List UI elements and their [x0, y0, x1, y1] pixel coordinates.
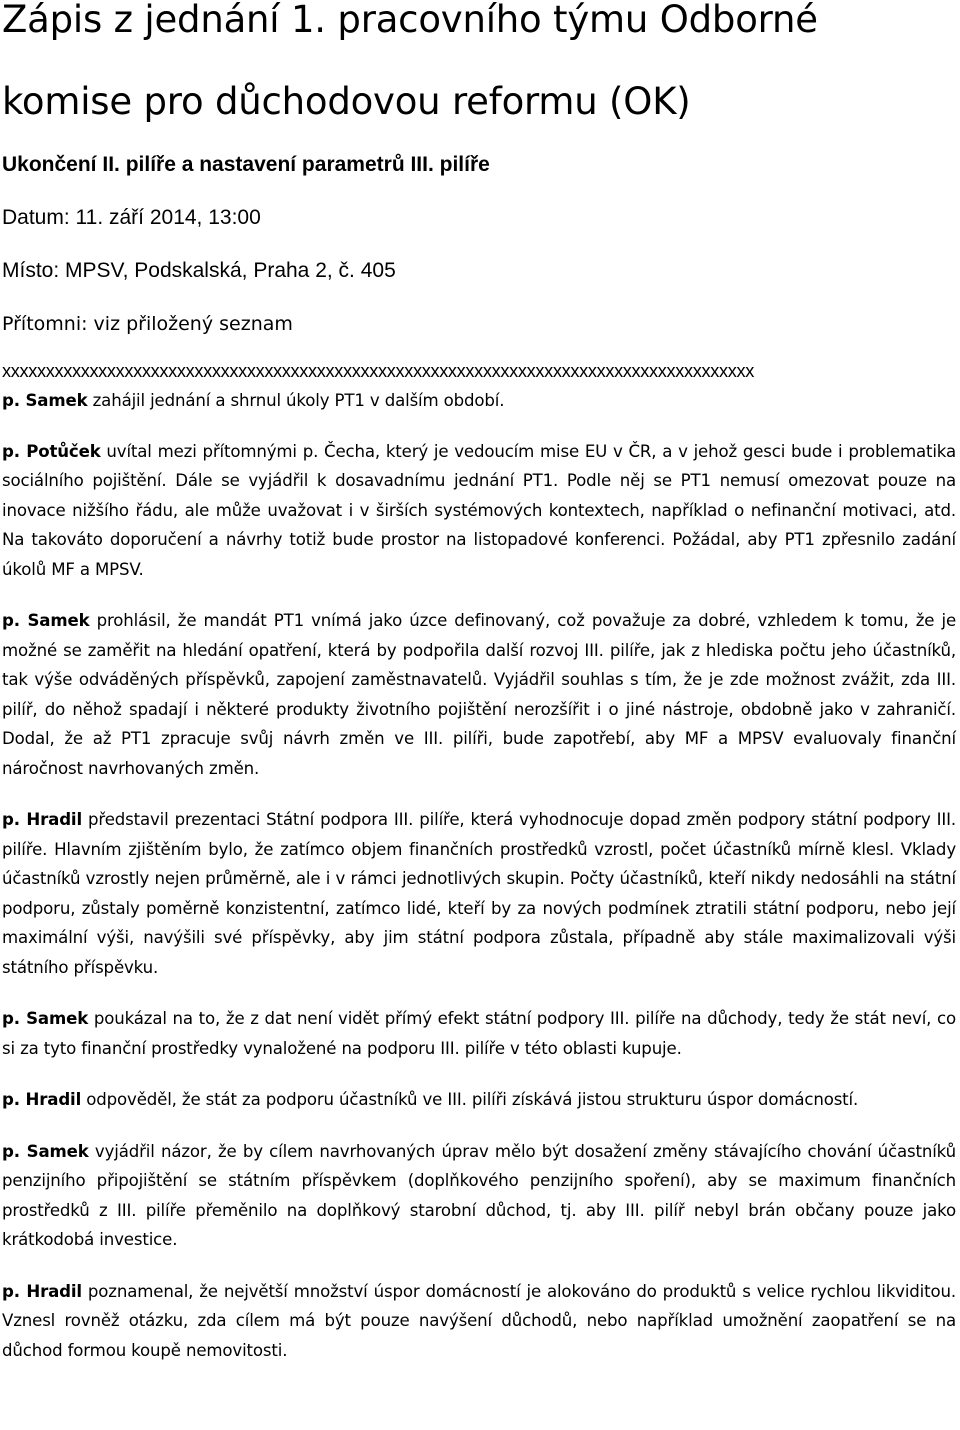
paragraph-2 [2, 437, 956, 585]
speaker-name: p. Hradil [2, 1090, 82, 1109]
paragraph-7 [2, 1137, 956, 1255]
paragraph-5 [2, 1004, 956, 1063]
meeting-place: Místo: MPSV, Podskalská, Praha 2, č. 405 [2, 259, 396, 282]
speaker-name: p. Potůček [2, 441, 101, 461]
paragraph-text: odpověděl, že stát za podporu účastníků ve III. pilíři získává jistou strukturu úspor domácností. [81, 1090, 859, 1109]
paragraph-text: poukázal na to, že z dat není vidět přímý efekt státní podpory III. pilíře na důchody, tedy že stát neví, co si za tyto finanční prostředky vynaložené na podporu III. pilíře v této oblasti kupuje. [2, 1009, 956, 1058]
paragraph-6 [2, 1085, 956, 1115]
separator-line: xxxxxxxxxxxxxxxxxxxxxxxxxxxxxxxxxxxxxxxxxxxxxxxxxxxxxxxxxxxxxxxxxxxxxxxxxxxxxxxxxxxxxx [2, 361, 754, 381]
document-title [2, 0, 956, 122]
paragraph-text: zahájil jednání a shrnul úkoly PT1 v dalším období. [87, 391, 505, 410]
speaker-name: p. Samek [2, 391, 88, 410]
paragraph-text: poznamenal, že největší množství úspor domácností je alokováno do produktů s velice rychlou likviditou. Vznesl rovněž otázku, zda cílem má být pouze navýšení důchodů, nebo například umožnění zaopatření se na důchod formou koupě nemovitosti. [2, 1281, 956, 1360]
paragraph-text: vyjádřil názor, že by cílem navrhovaných úprav mělo být dosažení změny stávajícího chování účastníků penzijního připojištění se státním příspěvkem (doplňkového penzijního spoření), aby se maximum finančních prostředků z III. pilíře přeměnilo na doplňkový starobní důchod, tj. aby III. pilíř nebyl brán občany pouze jako krátkodobá investice. [2, 1141, 956, 1249]
attendees-note: Přítomni: viz přiložený seznam [2, 313, 293, 335]
meeting-date: Datum: 11. září 2014, 13:00 [2, 206, 261, 229]
paragraph-3 [2, 606, 956, 783]
paragraph-1 [2, 386, 956, 416]
paragraph-text: představil prezentaci Státní podpora III. pilíře, která vyhodnocuje dopad změn podpory státní podpory III. pilíře. Hlavním zjištěním bylo, že zatímco objem finančních prostředků vzrostl, počet účastníků mírně klesl. Vklady účastníků vzrostly nejen průměrně, ale i v rámci jednotlivých skupin. Počty účastníků, kteří nikdy nedosáhli na státní podporu, zůstaly poměrně konzistentní, zatímco lidé, kteří by za nových podmínek ztratili státní podporu, nebo její maximální výši, navýšili své příspěvky, aby jim státní podpora zůstala, případně aby stále maximalizovali výši státního příspěvku. [2, 810, 956, 977]
speaker-name: p. Hradil [2, 1281, 82, 1301]
speaker-name: p. Samek [2, 1009, 89, 1028]
document-subtitle: Ukončení II. pilíře a nastavení parametrů III. pilíře [2, 153, 490, 176]
title-line-2: komise pro důchodovou reformu (OK) [2, 80, 691, 123]
speaker-name: p. Hradil [2, 810, 83, 829]
paragraph-text: prohlásil, že mandát PT1 vnímá jako úzce definovaný, což považuje za dobré, vzhledem k tomu, že je možné se zaměřit na hledání opatření, která by podpořila další rozvoj III. pilíře, jak z hlediska počtu jeho účastníků, tak výše odváděných příspěvků, zapojení zaměstnavatelů. Vyjádřil souhlas s tím, že je zde možnost zvážit, zda III. pilíř, do něhož spadají i některé produkty životního pojištění nerozšířit i o jiné nástroje, obdobně jako v zahraničí. Dodal, že až PT1 zpracuje svůj návrh změn ve III. pilíři, bude zapotřebí, aby MF a MPSV evaluovaly finanční náročnost navrhovaných změn. [2, 611, 956, 778]
paragraph-8 [2, 1277, 956, 1366]
paragraph-4 [2, 805, 956, 982]
paragraph-text: uvítal mezi přítomnými p. Čecha, který je vedoucím mise EU v ČR, a v jehož gesci bude i problematika sociálního pojištění. Dále se vyjádřil k dosavadnímu jednání PT1. Podle něj se PT1 nemusí omezovat pouze na inovace nižšího řádu, ale může uvažovat i v širších systémových kontextech, například o nefinanční motivaci, atd. Na takováto doporučení a návrhy totiž bude prostor na listopadové konferenci. Požádal, aby PT1 zpřesnilo zadání úkolů MF a MPSV. [2, 441, 956, 579]
speaker-name: p. Samek [2, 1141, 89, 1161]
speaker-name: p. Samek [2, 611, 90, 630]
title-line-1: Zápis z jednání 1. pracovního týmu Odborné [2, 0, 818, 41]
